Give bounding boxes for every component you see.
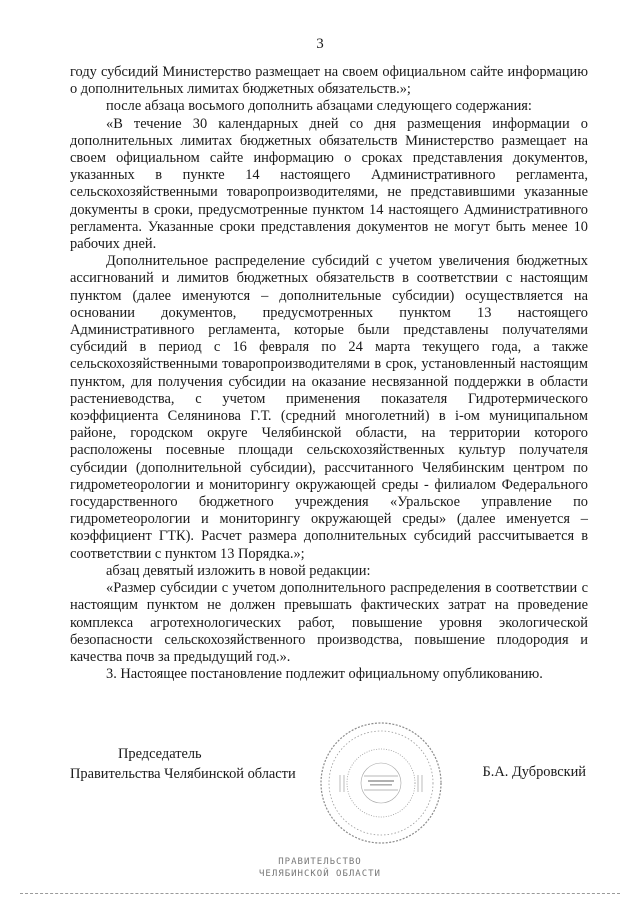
official-seal-icon — [318, 720, 444, 846]
paragraph-publication: 3. Настоящее постановление подлежит официальному опубликованию. — [106, 666, 543, 683]
paragraph-additional-distribution: Дополнительное распределение субсидий с учетом увеличения бюджетных ассигнований и лимитов бюджетных обязательств в соответствии с настоящим пунктом (далее именуются – дополнительные субсидии) осуществляется на основании документов, предусмотренных пунктом 13 настоящего Административного регламента, которые были представлены получателями субсидий в период с 16 февраля по 24 марта текущего года, а также сельскохозяйственными товаропроизводителями в срок, установленный настоящим пунктом, для получения субсидии на оказание несвязанной поддержки в области растениеводства, с учетом применения показателя Гидротермического коэффициента Селянинова Г.Т. (средний многолетний) в i-ом муниципальном районе, городском округе Челябинской области, на территории которого расположены посевные площади сельскохозяйственных культур получателя субсидии (дополнительной субсидии), рассчитанного Челябинским центром по гидрометеорологии и мониторингу окружающей среды - филиалом Федерального государственного бюджетного учреждения «Уральское управление по гидрометеорологии и мониторингу окружающей среды» (далее именуется – коэффициент ГТК). Расчет размера дополнительных субсидий рассчитывается в соответствии с пунктом 13 Порядка.»; — [70, 253, 588, 562]
paragraph-amendment-instruction: после абзаца восьмого дополнить абзацами следующего содержания: — [106, 98, 532, 115]
footer-stamp-line2: ЧЕЛЯБИНСКОЙ ОБЛАСТИ — [259, 869, 381, 879]
signature-title — [70, 744, 296, 784]
paragraph-subsidy-size: «Размер субсидии с учетом дополнительного распределения в соответствии с настоящим пунктом не должен превышать фактических затрат на проведение комплекса агротехнологических работ, повышение уровня экологической безопасности сельскохозяйственного производства, повышение плодородия и качества почв за предыдущий год.». — [70, 580, 588, 665]
paragraph-ninth-instruction: абзац девятый изложить в новой редакции: — [106, 562, 371, 579]
paragraph-30-days: «В течение 30 календарных дней со дня размещения информации о дополнительных лимитах бюджетных обязательств Министерство размещает на своем официальном сайте информацию о сроках представления документов, указанных в пункте 14 настоящего Административного регламента, сельскохозяйственными товаропроизводителями, не представившими указанные документы в сроки, предусмотренные пунктом 14 настоящего Административного регламента. Указанные сроки представления документов не могут быть менее 10 рабочих дней. — [70, 115, 588, 253]
paragraph-continuation: году субсидий Министерство размещает на своем официальном сайте информацию о дополнительных лимитах бюджетных обязательств.»; — [70, 64, 588, 98]
signer-name: Б.А. Дубровский — [482, 764, 586, 780]
signature-title-line2: Правительства Челябинской области — [70, 766, 296, 782]
page-number: 3 — [316, 36, 324, 52]
signature-title-line1: Председатель — [118, 746, 202, 762]
footer-stamp-line1: ПРАВИТЕЛЬСТВО — [278, 857, 362, 867]
footer-stamp — [0, 856, 640, 880]
document-body — [70, 64, 588, 683]
footer-divider — [20, 893, 620, 894]
